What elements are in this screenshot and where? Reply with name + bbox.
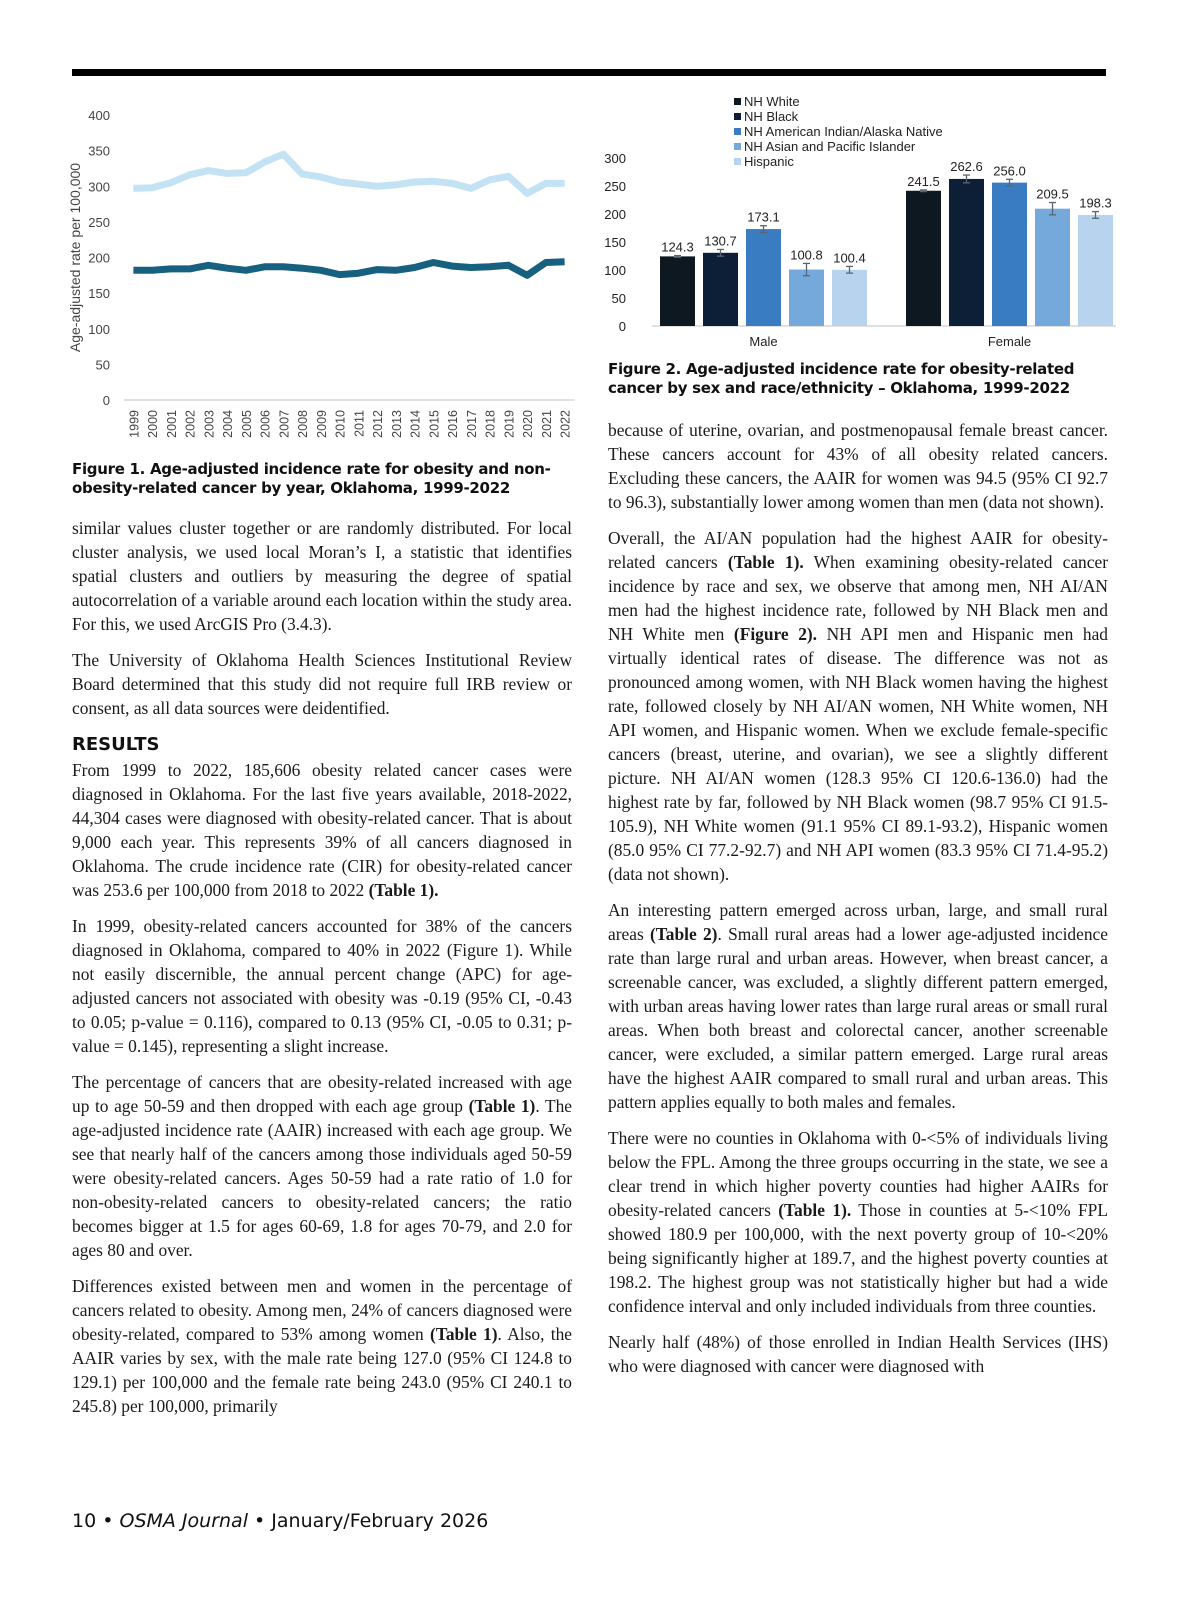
y-tick-label: 200 (88, 250, 110, 266)
x-tick-label: 2010 (333, 410, 348, 438)
paragraph: The University of Oklahoma Health Sciences Institutional Review Board determined that this study did not require full IRB review or consent, as all data sources were deidentified. (72, 650, 572, 718)
y-tick-label: 100 (88, 321, 110, 337)
category-label: Female (987, 334, 1032, 349)
bar (789, 270, 824, 326)
x-tick-label: 2020 (521, 410, 536, 438)
section-heading-results: RESULTS (72, 734, 160, 755)
x-tick-label: 2012 (371, 410, 386, 438)
page-number: 10 (72, 1510, 97, 1532)
x-tick-label: 2005 (239, 410, 254, 438)
x-tick-label: 2014 (408, 410, 423, 438)
figure-2-chart (596, 96, 1116, 361)
data-label: 124.3 (661, 239, 694, 255)
legend-swatch (734, 143, 741, 150)
paragraph: An interesting pattern emerged across urban, large, and small rural areas (Table 2). Small rural areas had a lower age-adjusted incidence rate than large rural and urban areas. However, when breast cancer, a screenable cancer, was excluded, a slightly different pattern emerged, with urban areas having lower rates than large rural areas or small rural areas. When both breast and colorectal cancer, another screenable cancer, were excluded, a similar pattern emerged. Large rural areas have the highest AAIR compared to small rural and urban areas. This pattern applies equally to both males and females. (608, 900, 1108, 1112)
legend-swatch (734, 158, 741, 165)
x-tick-label: 2006 (258, 410, 273, 438)
bar (832, 270, 867, 326)
x-tick-label: 2008 (296, 410, 311, 438)
data-label: 130.7 (704, 233, 737, 249)
x-tick-label: 2007 (277, 410, 292, 438)
x-tick-label: 2003 (202, 410, 217, 438)
x-tick-label: 2001 (164, 410, 179, 438)
legend-label: NH Asian and Pacific Islander (744, 139, 916, 154)
table-reference: (Table 2) (649, 924, 718, 944)
category-label: Male (749, 334, 778, 349)
table-reference: (Table 1). (368, 880, 439, 900)
data-label: 256.0 (993, 163, 1026, 179)
journal-name: OSMA Journal (119, 1510, 248, 1532)
figure-reference: (Figure 2). (733, 624, 818, 644)
x-tick-label: 2018 (483, 410, 498, 438)
bar (746, 229, 781, 326)
line-chart (62, 100, 582, 440)
series-line (133, 154, 564, 193)
y-tick-label: 200 (604, 207, 626, 222)
y-tick-label: 250 (88, 214, 110, 230)
legend-swatch (734, 113, 741, 120)
figure-1-chart (62, 100, 582, 440)
y-tick-label: 300 (88, 179, 110, 195)
data-label: 209.5 (1036, 186, 1069, 202)
issue-date: January/February 2026 (271, 1510, 489, 1532)
bar (660, 256, 695, 326)
bar-chart (596, 96, 1116, 361)
data-label: 100.4 (833, 250, 866, 266)
left-column (72, 516, 572, 1430)
data-label: 241.5 (907, 173, 940, 189)
y-tick-label: 150 (88, 286, 110, 302)
legend-label: NH American Indian/Alaska Native (744, 124, 943, 139)
bar (906, 191, 941, 326)
table-reference: (Table 1). (727, 552, 804, 572)
figure-1-caption: Figure 1. Age-adjusted incidence rate for obesity and non-obesity-related cancer by year, Oklahoma, 1999-2022 (72, 460, 551, 497)
bar (949, 179, 984, 326)
data-label: 262.6 (950, 159, 983, 175)
y-tick-label: 150 (604, 235, 626, 250)
legend-swatch (734, 98, 741, 105)
x-tick-label: 2016 (446, 410, 461, 438)
x-tick-label: 2015 (427, 410, 442, 438)
paragraph: Nearly half (48%) of those enrolled in Indian Health Services (IHS) who were diagnosed with cancer were diagnosed with (608, 1332, 1108, 1376)
legend-swatch (734, 128, 741, 135)
x-tick-label: 2017 (464, 410, 479, 438)
y-tick-label: 400 (88, 108, 110, 123)
y-axis-label: Age-adjusted rate per 100,000 (67, 162, 83, 353)
legend-label: NH White (744, 96, 800, 109)
x-tick-label: 2021 (539, 410, 554, 438)
x-tick-label: 2011 (352, 410, 367, 437)
x-tick-label: 2019 (502, 410, 517, 438)
x-tick-label: 2000 (146, 410, 161, 438)
paragraph: because of uterine, ovarian, and postmenopausal female breast cancer. These cancers account for 43% of all obesity related cancers. Excluding these cancers, the AAIR for women was 94.5 (95% CI 92.7 to 96.3), substantially lower among women than men (data not shown). (608, 420, 1108, 512)
legend-label: Hispanic (744, 154, 794, 169)
paragraph: Overall, the AI/AN population had the highest AAIR for obesity-related cancers (Table 1). When examining obesity-related cancer incidence by race and sex, we observe that among men, NH AI/AN men had the highest incidence rate, followed by NH Black men and NH White men (Figure 2). NH API men and Hispanic men had virtually identical rates of disease. The difference was not as pronounced among women, with NH Black women having the highest rate, followed closely by NH AI/AN women, NH White women, NH API women, and Hispanic women. When we exclude female-specific cancers (breast, uterine, and ovarian), we see a slightly different picture. NH AI/AN women (128.3 95% CI 120.6-136.0) had the highest rate by far, followed by NH Black women (98.7 95% CI 91.5-105.9), NH White women (91.1 95% CI 89.1-93.2), Hispanic women (85.0 95% CI 77.2-92.7) and NH API women (83.3 95% CI 71.4-95.2) (data not shown). (608, 528, 1108, 884)
data-label: 198.3 (1079, 195, 1112, 211)
y-tick-label: 0 (618, 319, 626, 334)
page-footer: 10 • OSMA Journal • January/February 2026 (72, 1510, 489, 1532)
table-reference: (Table 1) (430, 1324, 498, 1344)
paragraph: Differences existed between men and women in the percentage of cancers related to obesity. Among men, 24% of cancers diagnosed were obesity-related, compared to 53% among women (Table 1). Also, the AAIR varies by sex, with the male rate being 127.0 (95% CI 124.8 to 129.1) per 100,000 and the female rate being 243.0 (95% CI 240.1 to 245.8) per 100,000, primarily (72, 1276, 573, 1416)
series-line (133, 262, 564, 276)
y-tick-label: 0 (102, 393, 110, 408)
x-tick-label: 2004 (221, 410, 236, 438)
bar (1035, 209, 1070, 326)
right-column (608, 418, 1108, 1390)
paragraph: The percentage of cancers that are obesity-related increased with age up to age 50-59 and then dropped with each age group (Table 1). The age-adjusted incidence rate (AAIR) increased with each age group. We see that nearly half of the cancers among those individuals aged 50-59 were obesity-related cancers. Ages 50-59 had a rate ratio of 1.0 for non-obesity-related cancers to obesity-related cancers; the ratio becomes bigger at 1.5 for ages 60-69, 1.8 for ages 70-79, and 2.0 for ages 80 and over. (72, 1072, 572, 1260)
y-tick-label: 50 (95, 357, 110, 373)
paragraph: In 1999, obesity-related cancers accounted for 38% of the cancers diagnosed in Oklahoma, compared to 40% in 2022 (Figure 1). While not easily discernible, the annual percent change (APC) for age-adjusted cancers not associated with obesity was -0.19 (95% CI, -0.43 to 0.05; p-value = 0.116), compared to 0.13 (95% CI, -0.05 to 0.31; p-value = 0.145), representing a slight increase. (72, 916, 572, 1056)
data-label: 100.8 (790, 247, 823, 263)
y-tick-label: 250 (604, 179, 626, 194)
x-tick-label: 2022 (558, 410, 573, 438)
figure-2-caption: Figure 2. Age-adjusted incidence rate for obesity-related cancer by sex and race/ethnicity – Oklahoma, 1999-2022 (608, 360, 1075, 397)
y-tick-label: 350 (88, 143, 110, 159)
paragraph: similar values cluster together or are randomly distributed. For local cluster analysis, we used local Moran’s I, a statistic that identifies spatial clusters and outliers by measuring the degree of spatial autocorrelation of a variable around each location within the study area. For this, we used ArcGIS Pro (3.4.3). (72, 518, 572, 634)
x-tick-label: 2009 (314, 410, 329, 438)
y-tick-label: 300 (604, 151, 626, 166)
top-rule (72, 69, 1106, 76)
bar (1078, 215, 1113, 326)
table-reference: (Table 1). (778, 1200, 852, 1220)
paragraph: There were no counties in Oklahoma with 0-<5% of individuals living below the FPL. Among the three groups occurring in the state, we see a clear trend in which higher poverty counties had higher AAIRs for obesity-related cancers (Table 1). Those in counties at 5-<10% FPL showed 180.9 per 100,000, with the next poverty group of 10-<20% being significantly higher at 189.7, and the highest poverty counties at 198.2. The highest group was not statistically higher but had a wide confidence interval and only included individuals from three counties. (608, 1128, 1108, 1316)
data-label: 173.1 (747, 209, 780, 225)
x-tick-label: 2013 (389, 410, 404, 438)
x-tick-label: 2002 (183, 410, 198, 438)
bar (992, 183, 1027, 326)
x-tick-label: 1999 (127, 410, 142, 438)
y-tick-label: 50 (611, 291, 626, 306)
y-tick-label: 100 (604, 263, 626, 278)
legend-label: NH Black (744, 109, 799, 124)
paragraph: From 1999 to 2022, 185,606 obesity related cancer cases were diagnosed in Oklahoma. For the last five years available, 2018-2022, 44,304 cases were diagnosed with obesity-related cancer. That is about 9,000 each year. This represents 39% of all cancers diagnosed in Oklahoma. The crude incidence rate (CIR) for obesity-related cancer was 253.6 per 100,000 from 2018 to 2022 (Table 1). (72, 760, 572, 900)
table-reference: (Table 1) (468, 1096, 536, 1116)
bar (703, 253, 738, 326)
